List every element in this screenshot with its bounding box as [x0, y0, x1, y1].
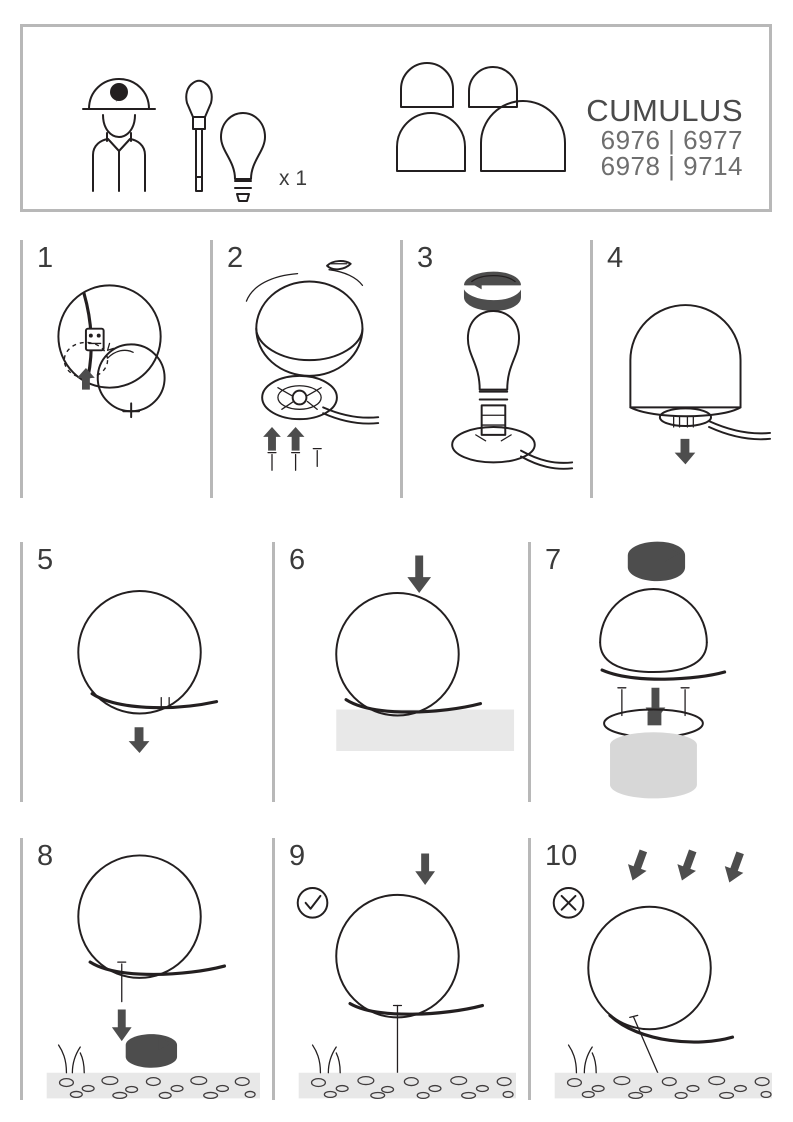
steps-row-2 [20, 520, 772, 810]
angled-down-arrow-3 [720, 849, 749, 885]
gravel-texture [568, 1077, 771, 1099]
step-number: 2 [227, 242, 244, 274]
globe-part-medium [397, 113, 465, 171]
grass [569, 1045, 597, 1073]
globe-part-small-1 [401, 63, 453, 107]
product-codes-line-2: 6978 | 9714 [600, 151, 743, 182]
steps-row-1 [20, 240, 772, 520]
header-box [20, 24, 772, 212]
step-number: 10 [545, 840, 578, 872]
step-number: 7 [545, 544, 562, 576]
product-title-block [586, 95, 743, 180]
steps-row-3 [20, 810, 772, 1100]
gravel-texture [60, 1077, 256, 1099]
step-attach-globe [590, 240, 772, 498]
step-secure-globe [20, 542, 260, 802]
screwdriver-icon [186, 81, 212, 191]
brand-name: CUMULUS [586, 93, 743, 128]
header-parts-group [383, 49, 593, 199]
light-bulb-icon [221, 113, 265, 201]
step-number: 3 [417, 242, 434, 274]
step-number: 5 [37, 544, 54, 576]
step-open-base-plate [210, 240, 390, 498]
step-number: 6 [289, 544, 306, 576]
step-place-on-surface [272, 542, 516, 802]
installer-person-icon [83, 79, 155, 191]
step-correct-vertical [272, 838, 516, 1100]
rotate-arrow [126, 1034, 177, 1068]
step-unpack-base [20, 240, 200, 498]
globe-part-large [481, 101, 565, 171]
step-insert-ground-spike [20, 838, 260, 1100]
grass [313, 1045, 341, 1073]
angled-down-arrow-2 [673, 847, 702, 883]
gravel-texture [312, 1077, 513, 1099]
cross-circle-icon [554, 888, 584, 918]
header-icon-group [53, 55, 313, 195]
step-incorrect-tilted [528, 838, 772, 1100]
bulb-quantity-label: x 1 [279, 167, 308, 190]
step-install-bulb [400, 240, 580, 498]
steps-container [20, 240, 772, 1100]
rotate-arrow [628, 542, 685, 582]
angled-down-arrow-1 [623, 847, 652, 883]
screws [268, 449, 321, 471]
product-codes-line-1: 6976 | 6977 [600, 124, 743, 155]
globe-part-small-2 [469, 67, 517, 107]
step-mount-on-pedestal [528, 542, 772, 802]
step-number: 1 [37, 242, 54, 274]
step-number: 8 [37, 840, 54, 872]
grass [59, 1045, 85, 1073]
step-number: 4 [607, 242, 624, 274]
down-arrows [648, 826, 686, 850]
rotate-clockwise-arrow [464, 272, 521, 311]
down-arrows [615, 690, 631, 724]
step-number: 9 [289, 840, 306, 872]
check-circle-icon [298, 888, 328, 918]
